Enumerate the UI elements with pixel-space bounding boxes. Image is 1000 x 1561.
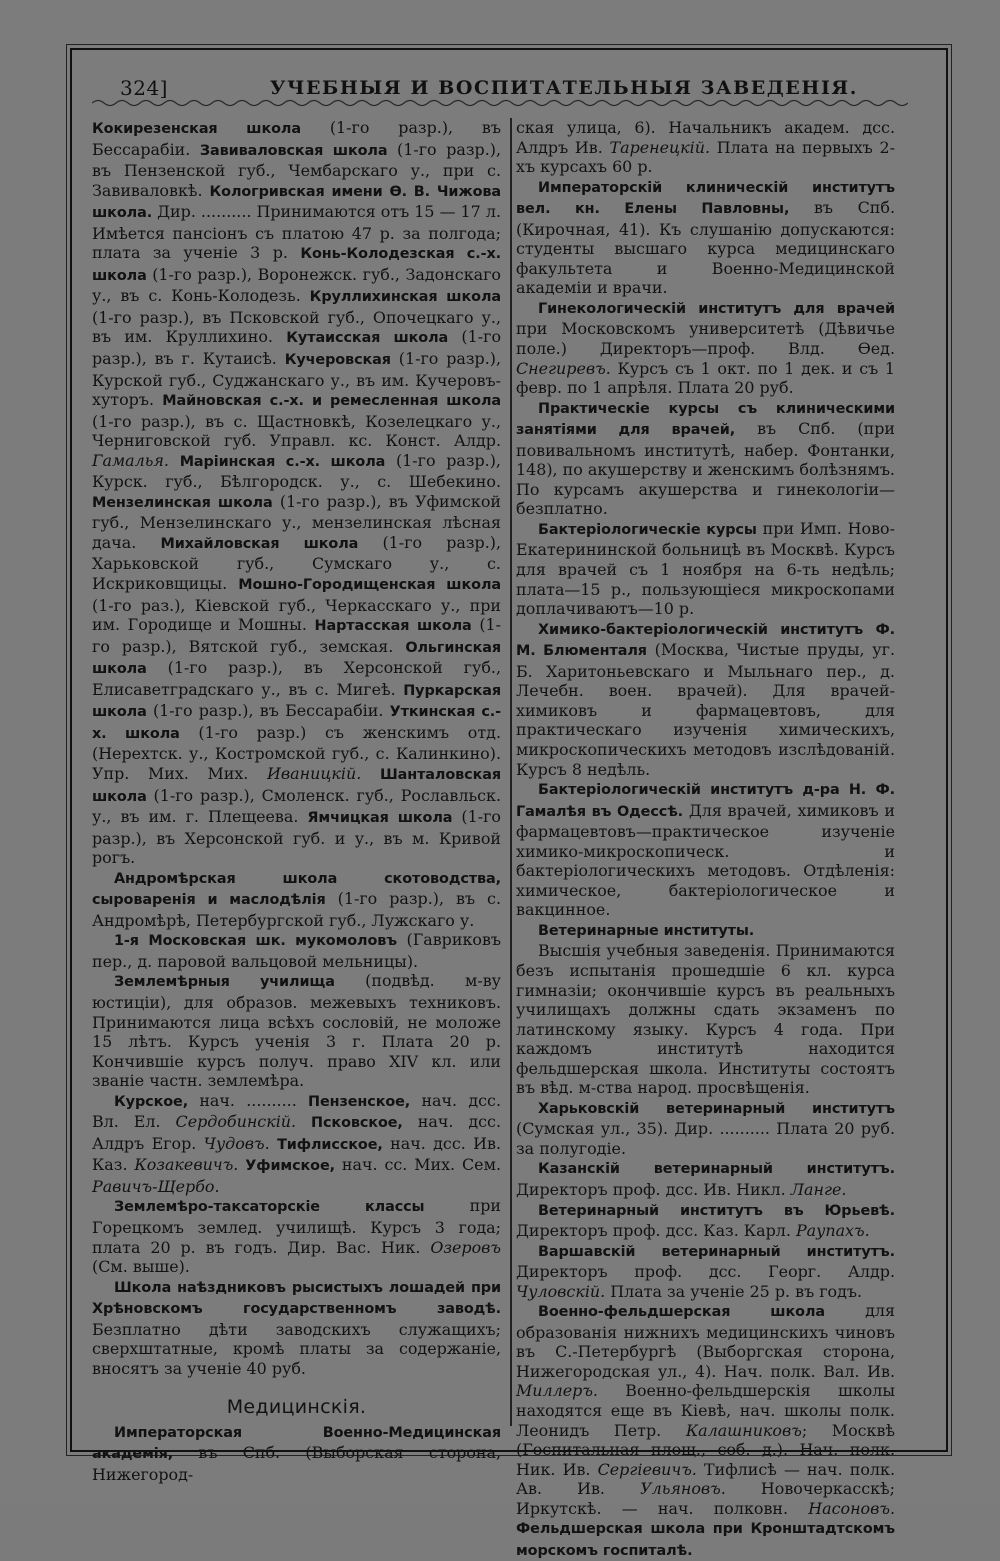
entry-name: Уфимское, bbox=[245, 1158, 335, 1175]
person-name: Ульяновъ. bbox=[640, 1479, 726, 1499]
entry-name: Андромѣрская школа скотоводства, сыроваренія и маслодѣлія bbox=[92, 870, 501, 909]
entry-paragraph bbox=[516, 118, 895, 177]
entry-text: Дир. .......... Принимаются отъ 15 — 17 л. Имѣется пансіонъ съ платою 47 р. за полгода; плата за ученіе 3 р. bbox=[92, 202, 501, 263]
entry-paragraph bbox=[92, 1196, 501, 1276]
entry-text: Директоръ проф. дсс. Ив. Никл. bbox=[516, 1179, 791, 1199]
entry-text: (Москва, Чистые пруды, уг. Б. Харитоньевскаго и Мыльнаго пер., д. Лечебн. воен. врачей). Для врачей-химиковъ и фармацевтовъ, для практическаго изученія химическихъ, микроскопическихъ методовъ изслѣдованій. Курсъ 8 недѣль. bbox=[516, 640, 895, 779]
entry-paragraph bbox=[516, 920, 895, 942]
entry-paragraph bbox=[516, 1241, 895, 1302]
entry-name: Маріинская с.-х. школа bbox=[179, 453, 386, 470]
person-name: Насоновъ. bbox=[808, 1498, 895, 1518]
entry-name: Императорская Военно-Медицинская академія, bbox=[92, 1424, 501, 1463]
entry-paragraph bbox=[516, 1158, 895, 1199]
entry-text: (1-го разр.), Смоленск. губ., Рославльск. у., въ им. г. Плещеева. bbox=[92, 785, 501, 827]
entry-text: (1-го разр.), Воронежск. губ., Задонскаго у., въ с. Конь-Колодезь. bbox=[92, 264, 501, 306]
entry-text: ; Москвѣ (Госпитальная площ., соб. д.). Нач. полк. Ник. Ив. bbox=[516, 1420, 895, 1479]
entry-text: ская улица, 6). Начальникъ академ. дсс. Алдръ Ив. bbox=[516, 118, 895, 157]
entry-text: въ Спб. (Выборская сторона, Нижегород- bbox=[92, 1443, 501, 1484]
entry-name: Харьковскій ветеринарный институтъ bbox=[538, 1100, 895, 1117]
person-name: Раупахъ. bbox=[795, 1221, 870, 1241]
entry-name: Завиваловская школа bbox=[199, 142, 388, 159]
entry-paragraph bbox=[516, 298, 895, 398]
entry-name: Практическіе курсы съ клиническими занятіями для врачей, bbox=[516, 400, 895, 439]
entry-paragraph bbox=[516, 941, 895, 1097]
entry-text: для образованія нижнихъ медицинскихъ чиновъ въ С.-Петербургѣ (Выборгская сторона, Нижегородская ул., 4). Нач. полк. Вал. Ив. bbox=[516, 1301, 895, 1381]
entry-name: Мошно-Городищенская школа bbox=[238, 577, 501, 594]
entry-name: Школа наѣздниковъ рысистыхъ лошадей при Хрѣновскомъ государственномъ заводѣ. bbox=[92, 1279, 501, 1318]
entry-name: Михайловская школа bbox=[160, 535, 359, 552]
entry-paragraph bbox=[516, 1301, 895, 1561]
person-name: Таренецкій. bbox=[609, 137, 710, 157]
entry-name: Казанскій ветеринарный институтъ. bbox=[538, 1161, 895, 1178]
entry-name: Императорскій клиническій институтъ вел. кн. Елены Павловны, bbox=[516, 179, 895, 218]
entry-text: при Московскомъ университетѣ (Дѣвичье поле.) Директоръ—проф. Влд. Ѳед. bbox=[516, 319, 895, 359]
entry-text: (1-го разр.), въ Бессарабіи. bbox=[92, 118, 501, 159]
entry-paragraph bbox=[92, 1277, 501, 1379]
entry-name: Кологривская имени Ѳ. В. Чижова школа. bbox=[92, 183, 502, 222]
entry-paragraph bbox=[92, 868, 501, 931]
person-name: Козакевичъ. bbox=[134, 1155, 239, 1175]
entry-text: (подвѣд. м-ву юстиціи), для образов. межевыхъ техниковъ. Принимаются лица всѣхъ сословій, не моложе 15 лѣтъ. Курсъ ученія 3 г. Плата 20 р. Кончившіе курсъ получ. право XIV кл. или званіе частн. землемѣра. bbox=[92, 971, 502, 1091]
entry-text: нач. сс. Мих. Сем. bbox=[335, 1155, 501, 1175]
entry-name: Майновская с.-х. и ремесленная школа bbox=[162, 393, 501, 410]
person-name: Гамалья. bbox=[92, 450, 169, 470]
entry-name: Курское, bbox=[114, 1093, 189, 1110]
entry-name: Нартасская школа bbox=[314, 618, 472, 635]
entry-name: Ветеринарные институты. bbox=[538, 922, 755, 939]
entry-text: (1-го разр.), Вятской губ., земская. bbox=[92, 615, 502, 656]
column-divider bbox=[510, 118, 512, 1426]
entry-name: Фельдшерская школа при Кронштадтскомъ морскомъ госпиталѣ. bbox=[516, 1521, 895, 1559]
entry-paragraph bbox=[516, 779, 895, 920]
entry-text: (1-го разр.), въ Уфимской губ., Мензелинскаго у., мензелинская лѣсная дача. bbox=[92, 491, 502, 552]
entry-text: Военно-фельдшерскія школы находятся еще въ Кіевѣ, нач. школы полк. Леонидъ Петр. bbox=[516, 1381, 895, 1440]
entry-name: Ямчицкая школа bbox=[307, 810, 453, 827]
entry-paragraph bbox=[92, 1422, 501, 1485]
entry-text bbox=[270, 1134, 277, 1153]
entry-name: Шанталовская школа bbox=[92, 766, 502, 805]
person-name: Иваницкій. bbox=[267, 763, 362, 783]
entry-text bbox=[296, 1112, 311, 1131]
person-name: Ланге. bbox=[790, 1179, 847, 1199]
section-heading bbox=[92, 1398, 501, 1418]
entry-name: Бактеріологическіе курсы bbox=[538, 521, 757, 538]
entry-text: при Имп. Ново-Екатерининской больницѣ въ Москвѣ. Курсъ для врачей съ 1 ноября на 6-ть недѣль; плата—15 р., пользующіеся микроскопами доплачиваютъ—10 р. bbox=[516, 518, 895, 619]
entry-paragraph bbox=[516, 1098, 895, 1159]
person-name: Снегиревъ. bbox=[516, 358, 611, 378]
entry-text: Высшія учебныя заведенія. Принимаются безъ испытанія прошедшіе 6 кл. курса гимназіи; окончившіе курсъ въ реальныхъ училищахъ должны сдать экзаменъ по латинскому языку. Курсъ 4 года. При каждомъ институтѣ находится фельдшерская школа. Институты состоятъ въ вѣд. м-ства народ. просвѣщенія. bbox=[516, 941, 895, 1098]
entry-text: (1-го разр.), Харьковской губ., Сумскаго у., с. Искриковщицы. bbox=[92, 532, 501, 594]
entry-text: Плата за ученіе 25 р. въ годъ. bbox=[605, 1281, 863, 1301]
entry-name: Гинекологическій институтъ для врачей bbox=[538, 300, 895, 317]
entry-text: (1-го разр.), въ Псковской губ., Опочецкаго у., въ им. Круллихино. bbox=[92, 307, 501, 347]
entry-text: (Гавриковъ пер., д. паровой вальцовой мельницы). bbox=[92, 930, 501, 971]
entry-text: Тифлисѣ — нач. полк. Ав. Ив. bbox=[516, 1459, 896, 1499]
entry-name: Кокирезенская школа bbox=[92, 121, 301, 137]
entry-text: Директоръ проф. дсс. Каз. Карл. bbox=[516, 1221, 796, 1241]
entry-text: при Горецкомъ землед. училищѣ. Курсъ 3 года; плата 20 р. въ годъ. Дир. Вас. Ник. bbox=[92, 1196, 501, 1257]
entry-name: 1-я Московская шк. мукомоловъ bbox=[114, 933, 397, 950]
entry-text: нач. дсс. Алдръ Егор. bbox=[92, 1112, 502, 1153]
person-name: Озеровъ bbox=[430, 1237, 501, 1257]
right-column bbox=[516, 118, 895, 1561]
person-name: Чуловскій. bbox=[516, 1281, 606, 1301]
entry-paragraph bbox=[516, 519, 895, 619]
entry-text: Курсъ съ 1 окт. по 1 дек. и съ 1 февр. по 1 апрѣля. Плата 20 руб. bbox=[516, 358, 895, 398]
entry-name: Кучеровская bbox=[284, 352, 391, 369]
person-name: Сердобинскій. bbox=[175, 1112, 297, 1132]
left-column bbox=[92, 118, 501, 1485]
entry-text: нач. дсс. Вл. Ел. bbox=[92, 1090, 501, 1132]
entry-text bbox=[169, 451, 180, 470]
entry-text: (1-го разр.), Курск. губ., Бѣлгородск. у., с. Шебекино. bbox=[92, 450, 501, 492]
entry-name: Ольгинская школа bbox=[92, 639, 501, 678]
page-number: 324] bbox=[120, 76, 168, 100]
entry-text: Директоръ проф. дсс. Георг. Алдр. bbox=[516, 1262, 895, 1282]
header-ornament-rule bbox=[92, 96, 908, 110]
entry-name: Химико-бактеріологическій институтъ Ф. М. Блюменталя bbox=[516, 621, 895, 660]
entry-paragraph bbox=[516, 398, 895, 519]
entry-text: (1-го разр.), въ Херсонской губ., Елисаветградскаго у., въ с. Мигеѣ. bbox=[92, 658, 501, 699]
entry-text: Новочеркасскѣ; Иркутскѣ. — нач. полковн. bbox=[516, 1479, 895, 1518]
entry-name: Тифлисское, bbox=[277, 1136, 383, 1153]
entry-name: Землемѣро-таксаторскіе классы bbox=[114, 1199, 425, 1216]
entry-name: Военно-фельдшерская школа bbox=[538, 1304, 825, 1321]
entry-text: (1-го разр.), въ с. Щастновкѣ, Козелецкаго у., Черниговской губ. Управл. кс. Конст. Алдр. bbox=[92, 411, 501, 451]
entry-text: въ Спб. (при повивальномъ институтѣ, набер. Фонтанки, 148), по акушерству и женскимъ болѣзнямъ. По курсамъ акушерства и гинекологіи—безплатно. bbox=[516, 419, 895, 519]
entry-paragraph bbox=[516, 619, 895, 779]
entry-name: Конь-Колодезская с.-х. школа bbox=[92, 246, 501, 284]
entry-text: (1-го разр.), въ г. Кутаисѣ. bbox=[92, 327, 502, 369]
entry-paragraph bbox=[92, 118, 501, 868]
entry-text: нач. .......... bbox=[188, 1090, 309, 1110]
person-name: Равичъ-Щербо. bbox=[92, 1176, 220, 1196]
entry-text: нач. дсс. Ив. Каз. bbox=[92, 1133, 501, 1175]
entry-name: Землемѣрныя училища bbox=[114, 974, 335, 991]
person-name: Миллеръ. bbox=[516, 1381, 598, 1401]
entry-text: въ Спб. (Кирочная, 41). Къ слушанію допускаются: студенты высшаго курса медицинскаго факультета и Военно-Медицинской академіи и врачи. bbox=[516, 198, 895, 298]
entry-name: Бактеріологическій институтъ д-ра Н. Ф. Гамалѣя въ Одессѣ. bbox=[516, 782, 895, 820]
entry-text: (1-го разр.), въ Херсонской губ. и у., въ м. Кривой рогъ. bbox=[92, 807, 501, 868]
entry-text: (1-го разр.), въ Бессарабіи. bbox=[146, 701, 390, 721]
entry-text: (1-го разр.) съ женскимъ отд. (Нерехтск. у., Костромской губ., с. Калинкино). Упр. Мих. Мих. bbox=[92, 722, 501, 783]
entry-name: Пензенское, bbox=[308, 1093, 411, 1110]
entry-text: Для врачей, химиковъ и фармацевтовъ—практическое изученіе химико-микроскопическ. и бактеріологическихъ методовъ. Отдѣленія: химическое, бактеріологическое и вакцинное. bbox=[516, 800, 895, 920]
entry-text: Безплатно дѣти заводскихъ служащихъ; сверхштатные, кромѣ платы за содержаніе, вносятъ за ученіе 40 руб. bbox=[92, 1319, 501, 1378]
person-name: Сергіевичъ. bbox=[597, 1459, 697, 1479]
running-title: УЧЕБНЫЯ И ВОСПИТАТЕЛЬНЫЯ ЗАВЕДЕНІЯ. bbox=[270, 77, 858, 99]
entry-name: Мензелинская школа bbox=[92, 494, 273, 511]
person-name: Калашниковъ bbox=[685, 1420, 802, 1440]
entry-paragraph bbox=[92, 1091, 501, 1197]
entry-text: (1-го разр.), Курской губ., Суджанскаго у., въ им. Кучеровъ-хуторъ. bbox=[92, 349, 501, 410]
entry-name: Псковское, bbox=[311, 1115, 403, 1132]
entry-text: (Сумская ул., 35). Дир. .......... Плата 20 руб. за полугодіе. bbox=[516, 1119, 895, 1158]
entry-name: Круллихинская школа bbox=[309, 289, 501, 306]
entry-name: Пуркарская школа bbox=[92, 682, 501, 721]
entry-text: (1-го раз.), Кіевской губ., Черкасскаго у., при им. Городище и Мошны. bbox=[92, 595, 501, 635]
entry-name: Ветеринарный институтъ въ Юрьевѣ. bbox=[538, 1202, 895, 1219]
entry-text: (См. выше). bbox=[92, 1257, 190, 1277]
entry-name: Кутаисская школа bbox=[286, 330, 449, 347]
person-name: Чудовъ. bbox=[203, 1133, 270, 1153]
entry-text bbox=[361, 764, 380, 783]
entry-text: Медицинскія. bbox=[226, 1396, 367, 1419]
entry-paragraph bbox=[92, 930, 501, 971]
entry-paragraph bbox=[516, 1200, 895, 1241]
entry-paragraph bbox=[92, 971, 501, 1090]
entry-name: Варшавскій ветеринарный институтъ. bbox=[538, 1243, 895, 1260]
entry-paragraph bbox=[516, 177, 895, 298]
entry-name: Уткинская с.-х. школа bbox=[92, 704, 501, 742]
entry-text: Плата на первыхъ 2-хъ курсахъ 60 р. bbox=[516, 137, 896, 177]
entry-text: (1-го разр.), въ с. Андромѣрѣ, Петербургской губ., Лужскаго у. bbox=[92, 889, 501, 930]
entry-text: (1-го разр.), въ Пензенской губ., Чембарскаго у., при с. Завиваловкѣ. bbox=[92, 139, 501, 200]
